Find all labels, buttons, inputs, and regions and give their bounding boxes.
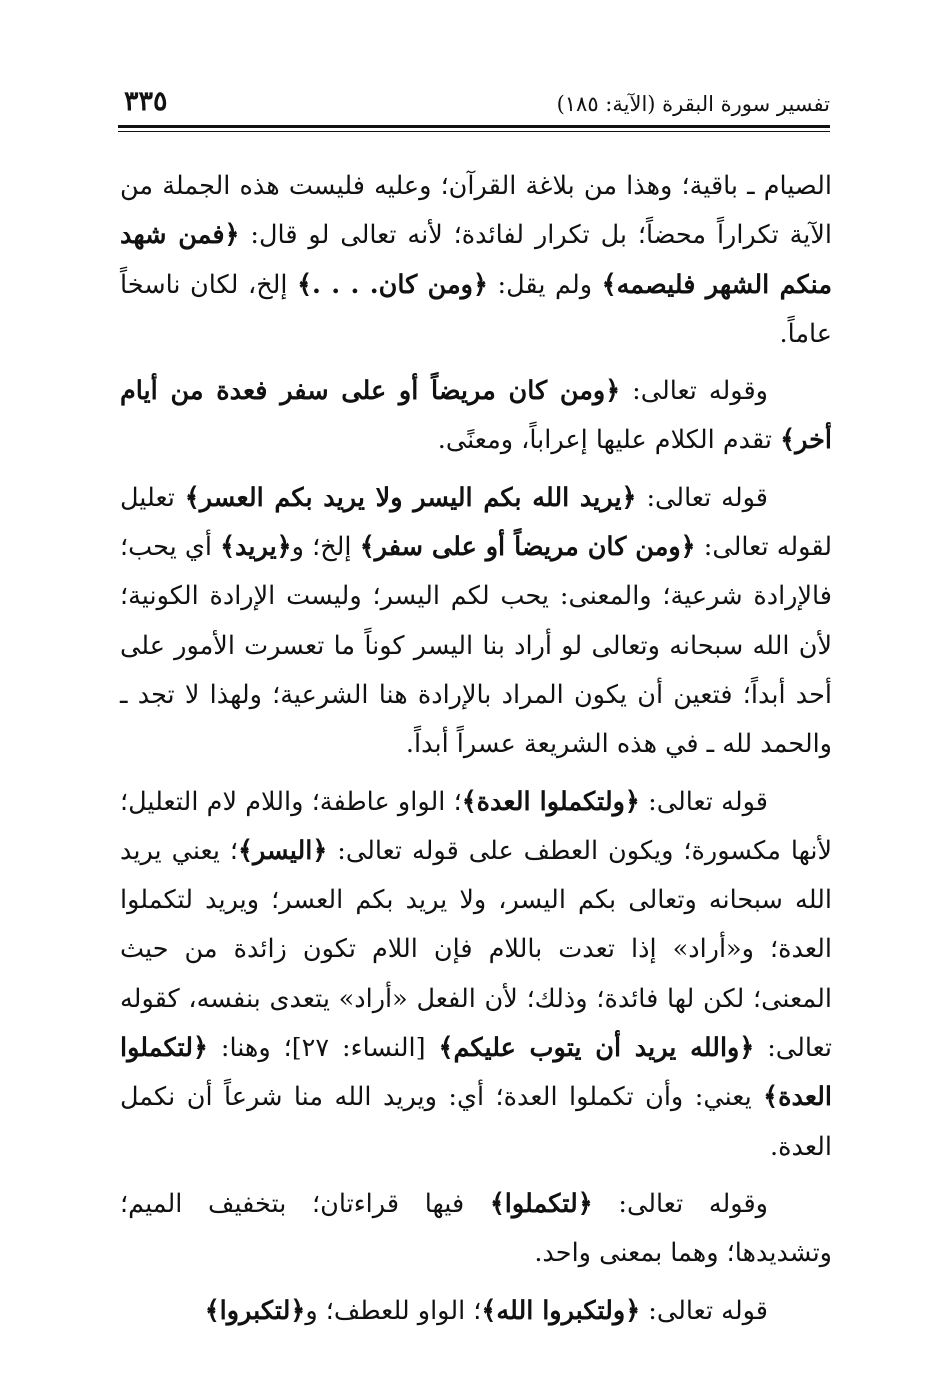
text-segment: ؛ الواو عاطفة؛ واللام لام التعليل؛ لأنها مكسورة؛ ويكون العطف على قوله تعالى:	[120, 786, 832, 866]
quran-quote: ﴿ولتكملوا العدة﴾	[461, 786, 640, 817]
paragraph	[120, 474, 832, 770]
text-segment: ؛ الواو للعطف؛ و	[305, 1295, 482, 1326]
quran-quote: ﴿ولتكبروا الله﴾	[481, 1295, 641, 1326]
paragraph	[120, 1287, 832, 1336]
text-segment: إلخ، لكان ناسخاً عاماً.	[120, 269, 832, 349]
text-segment: ولم يقل:	[487, 269, 602, 300]
quran-quote: ﴿والله يريد أن يتوب عليكم﴾	[438, 1033, 755, 1064]
paragraph	[120, 778, 832, 1172]
text-segment: قوله تعالى:	[639, 786, 768, 817]
quran-quote: ﴿يريد﴾	[220, 532, 292, 563]
quran-quote: ﴿لتكملوا﴾	[489, 1188, 593, 1219]
text-segment: تقدم الكلام عليها إعراباً، ومعنًى.	[437, 425, 781, 456]
header-rule-thin	[118, 131, 830, 132]
text-segment: قوله تعالى:	[640, 1295, 768, 1326]
text-segment: قوله تعالى:	[636, 482, 768, 513]
paragraph	[120, 367, 832, 466]
text-segment: يعني: وأن تكملوا العدة؛ أي: ويريد الله منا شرعاً أن نكمل العدة.	[120, 1082, 832, 1162]
quran-quote: ﴿ومن كان. . . .﴾	[297, 269, 488, 300]
body-text	[120, 162, 832, 1344]
page-number: ٣٣٥	[124, 86, 168, 117]
page-header	[118, 86, 830, 126]
quran-quote: ﴿لتكبروا﴾	[204, 1295, 306, 1326]
text-segment: الصيام ـ باقية؛ وهذا من بلاغة القرآن؛ وعليه فليست هذه الجملة من الآية تكراراً محضاً؛ بل تكرار لفائدة؛ لأنه تعالى لو قال:	[120, 171, 833, 251]
quran-quote: ﴿لتكملوا العدة﴾	[120, 1033, 832, 1113]
text-segment: وقوله تعالى:	[592, 1188, 768, 1219]
text-segment: إلخ؛ و	[291, 532, 360, 563]
paragraph	[120, 162, 832, 359]
paragraph	[120, 1180, 832, 1279]
text-segment: وقوله تعالى:	[620, 376, 768, 407]
text-segment: [النساء: ٢٧]؛ وهنا:	[207, 1033, 439, 1064]
running-title: تفسير سورة البقرة (الآية: ١٨٥)	[556, 92, 830, 116]
quran-quote: ﴿يريد الله بكم اليسر ولا يريد بكم العسر﴾	[184, 482, 637, 513]
header-rule-thick	[118, 125, 830, 128]
quran-quote: ﴿ومن كان مريضاً أو على سفر﴾	[359, 532, 696, 563]
text-segment: ؛ يعني يريد الله سبحانه وتعالى بكم اليسر، ولا يريد بكم العسر؛ ويريد لتكملوا العدة؛ و«أراد» إذا تعدت باللام فإن اللام تكون زائدة من حيث المعنى؛ لكن لها فائدة؛ وذلك؛ لأن الفعل «أراد» يتعدى بنفسه، كقوله تعالى:	[120, 835, 833, 1064]
quran-quote: ﴿ومن كان مريضاً أو على سفر فعدة من أيام أخر﴾	[120, 376, 832, 456]
text-segment: أي يحب؛ فالإرادة شرعية؛ والمعنى: يحب لكم اليسر؛ وليست الإرادة الكونية؛ لأن الله سبحانه وتعالى لو أراد بنا اليسر كوناً ما تعسرت الأمور على أحد أبداً؛ فتعين أن يكون المراد بالإرادة هنا الشرعية؛ ولهذا لا تجد ـ والحمد لله ـ في هذه الشريعة عسراً أبداً.	[120, 532, 832, 760]
quran-quote: ﴿اليسر﴾	[238, 835, 328, 866]
quran-quote: ﴿فمن شهد منكم الشهر فليصمه﴾	[120, 220, 832, 300]
text-segment: فيها قراءتان؛ بتخفيف الميم؛ وتشديدها؛ وهما بمعنى واحد.	[120, 1188, 832, 1269]
text-segment: تعليل لقوله تعالى:	[120, 482, 832, 563]
